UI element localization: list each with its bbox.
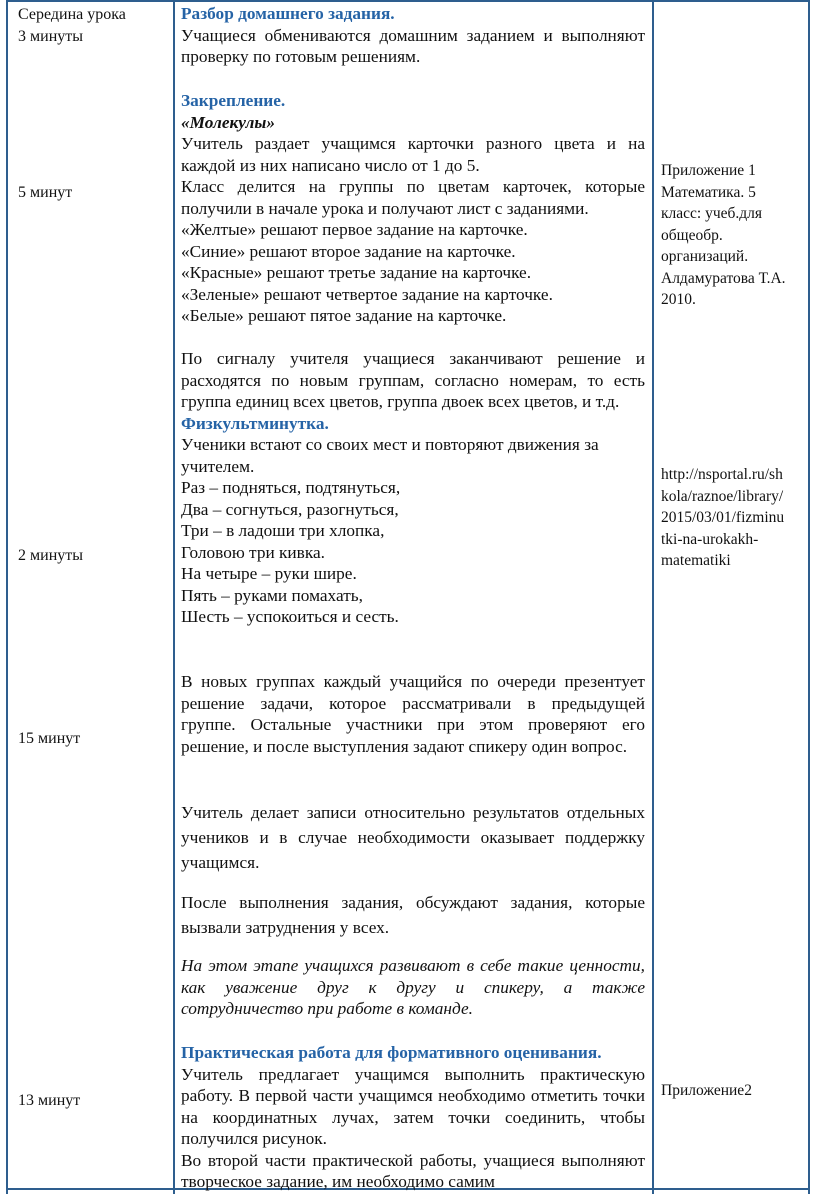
poem-line: Головою три кивка. xyxy=(181,542,325,562)
resource-line: http://nsportal.ru/sh xyxy=(661,466,783,483)
list-item: «Зеленые» решают четвертое задание на карточке. xyxy=(181,284,553,304)
poem-line: На четыре – руки шире. xyxy=(181,564,357,583)
values-section xyxy=(181,955,645,1020)
timing-column xyxy=(6,0,173,1194)
poem-line: Шесть – успокоиться и сесть. xyxy=(181,607,399,626)
list-item: «Белые» решают пятое задание на карточке. xyxy=(181,306,507,325)
poem-line: Раз – подняться, подтянуться, xyxy=(181,478,401,497)
paragraph: Учитель предлагает учащимся выполнить практическую работу. В первой части учащимся необходимо отметить точки на координатных лучах, затем точки соединить, чтобы получился рисунок. xyxy=(181,1064,645,1148)
paragraph: Учитель раздает учащимся карточки разного цвета и на каждой из них написано число от 1 до 5. xyxy=(181,134,645,175)
paragraph: После выполнения задания, обсуждают задания, которые вызвали затруднения у всех. xyxy=(181,893,645,937)
timing-duration: 15 минут xyxy=(18,730,81,747)
paragraph: Учащиеся обмениваются домашним заданием и выполняют проверку по готовым решениям. xyxy=(181,25,645,66)
resource-line: организаций. xyxy=(661,248,749,265)
timing-duration: 13 минут xyxy=(18,1092,81,1109)
resource-link xyxy=(661,464,802,572)
list-item: «Красные» решают третье задание на карточке. xyxy=(181,263,532,282)
paragraph: Во второй части практической работы, учащиеся выполняют творческое задание, им необходимо самим xyxy=(181,1150,645,1191)
teacher-notes-section xyxy=(181,800,645,875)
resource-appendix-2: Приложение2 xyxy=(661,1082,752,1099)
timing-label: Середина урока xyxy=(18,6,126,23)
paragraph: На этом этапе учащихся развивают в себе такие ценности, как уважение друг к другу и спикеру, а также сотрудничество при работе в команде. xyxy=(181,956,645,1018)
resource-line: matematiki xyxy=(661,552,731,569)
section-heading: Физкультминутка. xyxy=(181,413,329,433)
resource-line: класс: учеб.для xyxy=(661,205,763,222)
list-item: «Желтые» решают первое задание на карточке. xyxy=(181,220,528,239)
section-heading: Закрепление. xyxy=(181,91,286,110)
paragraph: Ученики встают со своих мест и повторяют движения за учителем. xyxy=(181,435,599,476)
timing-duration: 2 минуты xyxy=(18,547,83,564)
poem-line: Пять – руками помахать, xyxy=(181,585,363,605)
poem-line: Три – в ладоши три хлопка, xyxy=(181,521,385,540)
resource-line: Математика. 5 xyxy=(661,183,756,201)
resource-line: Алдамуратова Т.А. xyxy=(661,269,786,287)
list-item: «Синие» решают второе задание на карточке. xyxy=(181,241,516,261)
section-heading: Практическая работа для формативного оценивания. xyxy=(181,1043,602,1062)
paragraph: Учитель делает записи относительно результатов отдельных учеников и в случае необходимости оказывает поддержку учащимся. xyxy=(181,803,645,872)
paragraph: Класс делится на группы по цветам карточек, которые получили в начале урока и получают лист с заданиями. xyxy=(181,177,645,218)
practical-work-section xyxy=(181,1042,645,1193)
consolidation-section xyxy=(181,90,645,327)
resource-line: tki-na-urokakh- xyxy=(661,530,759,548)
homework-section xyxy=(181,3,645,68)
timing-duration: 5 минут xyxy=(18,184,73,201)
timing-mid-lesson xyxy=(18,4,126,48)
resource-line: общеобр. xyxy=(661,226,723,244)
resources-column xyxy=(653,0,810,1194)
resource-line: 2015/03/01/fizminu xyxy=(661,509,785,526)
activity-title: «Молекулы» xyxy=(181,112,275,132)
paragraph: По сигналу учителя учащиеся заканчивают решение и расходятся по новым группам, согласно номерам, то есть группа единиц всех цветов, группа двоек всех цветов, и т.д. xyxy=(181,349,645,411)
resource-line: 2010. xyxy=(661,291,696,308)
resource-line: kola/raznoe/library/ xyxy=(661,487,784,505)
regroup-section xyxy=(181,348,645,628)
section-heading: Разбор домашнего задания. xyxy=(181,4,395,23)
resource-line: Приложение 1 xyxy=(661,162,756,179)
paragraph: В новых группах каждый учащийся по очереди презентует решение задачи, которое рассматривали в предыдущей группе. Остальные участники при этом проверяют его решение, и после выступления задают спикеру один вопрос. xyxy=(181,672,645,756)
timing-duration: 3 минуты xyxy=(18,28,83,45)
presentation-section xyxy=(181,671,645,757)
discussion-section xyxy=(181,890,645,940)
resource-textbook xyxy=(661,160,802,311)
poem-line: Два – согнуться, разогнуться, xyxy=(181,499,399,519)
content-column xyxy=(173,0,653,1194)
